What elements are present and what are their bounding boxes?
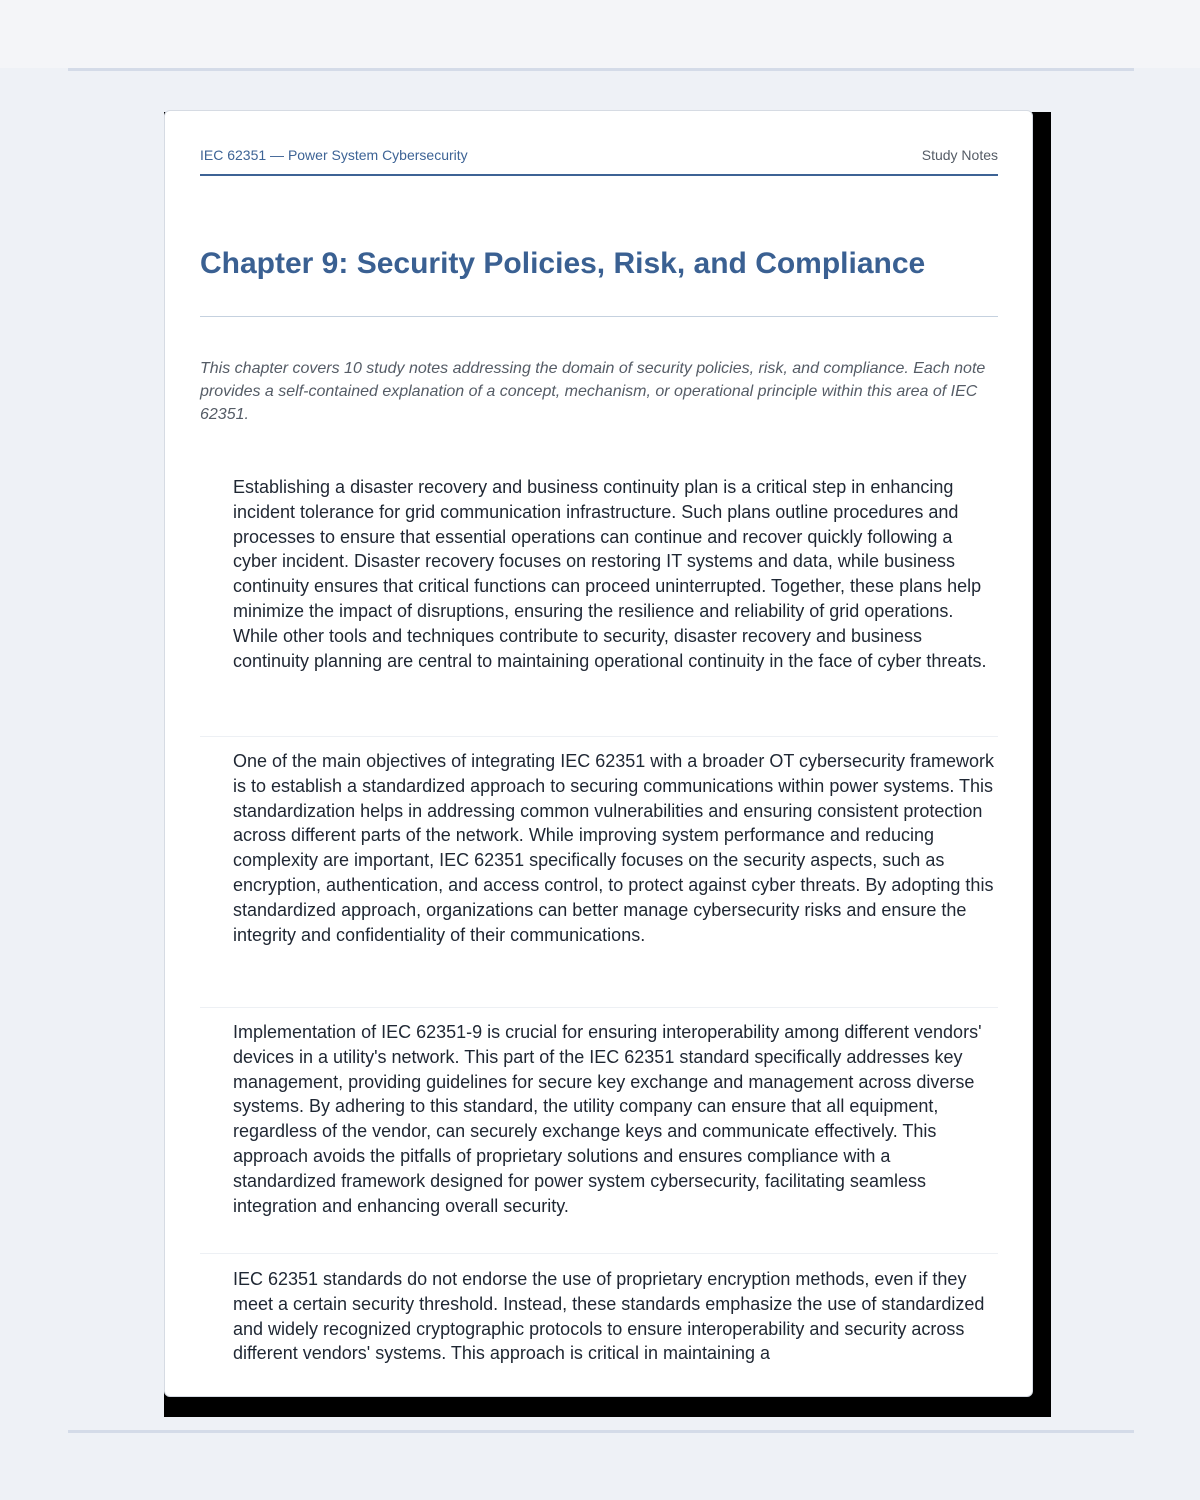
study-note [200, 1018, 998, 1253]
header-section-label: Study Notes [921, 147, 998, 163]
study-note [200, 747, 998, 1007]
top-bar [0, 0, 1200, 68]
top-divider [68, 68, 1134, 71]
title-divider [200, 316, 998, 317]
running-header [200, 147, 998, 176]
study-note-text: Establishing a disaster recovery and business continuity plan is a critical step in enhancing incident tolerance for grid communication infrastructure. Such plans outline procedures and processes to ensure that essential operations can continue and recover quickly following a cyber incident. Disaster recovery focuses on restoring IT systems and data, while business continuity ensures that critical functions can proceed uninterrupted. Together, these plans help minimize the impact of disruptions, ensuring the resilience and reliability of grid operations. While other tools and techniques contribute to security, disaster recovery and business continuity planning are central to maintaining operational continuity in the face of cyber threats. [233, 477, 987, 671]
note-divider [200, 1253, 998, 1254]
note-divider [200, 1007, 998, 1008]
note-divider [200, 736, 998, 737]
study-note-text: IEC 62351 standards do not endorse the use of proprietary encryption methods, even if they meet a certain security threshold. Instead, these standards emphasize the use of standardized and widely recognized cryptographic protocols to ensure interoperability and security across different vendors' systems. This approach is critical in maintaining a [233, 1269, 985, 1364]
document-page [164, 110, 1033, 1397]
bottom-divider [68, 1430, 1134, 1433]
chapter-intro: This chapter covers 10 study notes addressing the domain of security policies, risk, and compliance. Each note provides a self-contained explanation of a concept, mechanism, or operational principle within this area of IEC 62351. [200, 360, 986, 423]
study-note [200, 473, 998, 736]
chapter-title: Chapter 9: Security Policies, Risk, and Compliance [200, 247, 926, 280]
study-note-text: Implementation of IEC 62351-9 is crucial for ensuring interoperability among different vendors' devices in a utility's network. This part of the IEC 62351 standard specifically addresses key management, providing guidelines for secure key exchange and management across diverse systems. By adhering to this standard, the utility company can ensure that all equipment, regardless of the vendor, can securely exchange keys and communicate effectively. This approach avoids the pitfalls of proprietary solutions and ensures compliance with a standardized framework designed for power system cybersecurity, facilitating seamless integration and enhancing overall security. [233, 1022, 982, 1216]
header-document-title: IEC 62351 — Power System Cybersecurity [200, 147, 468, 163]
study-note-text: One of the main objectives of integrating IEC 62351 with a broader OT cybersecurity framework is to establish a standardized approach to securing communications within power systems. This standardization helps in addressing common vulnerabilities and ensuring consistent protection across different parts of the network. While improving system performance and reducing complexity are important, IEC 62351 specifically focuses on the security aspects, such as encryption, authentication, and access control, to protect against cyber threats. By adopting this standardized approach, organizations can better manage cybersecurity risks and ensure the integrity and confidentiality of their communications. [233, 751, 995, 945]
study-note [200, 1265, 998, 1366]
notes-list [200, 473, 998, 1366]
